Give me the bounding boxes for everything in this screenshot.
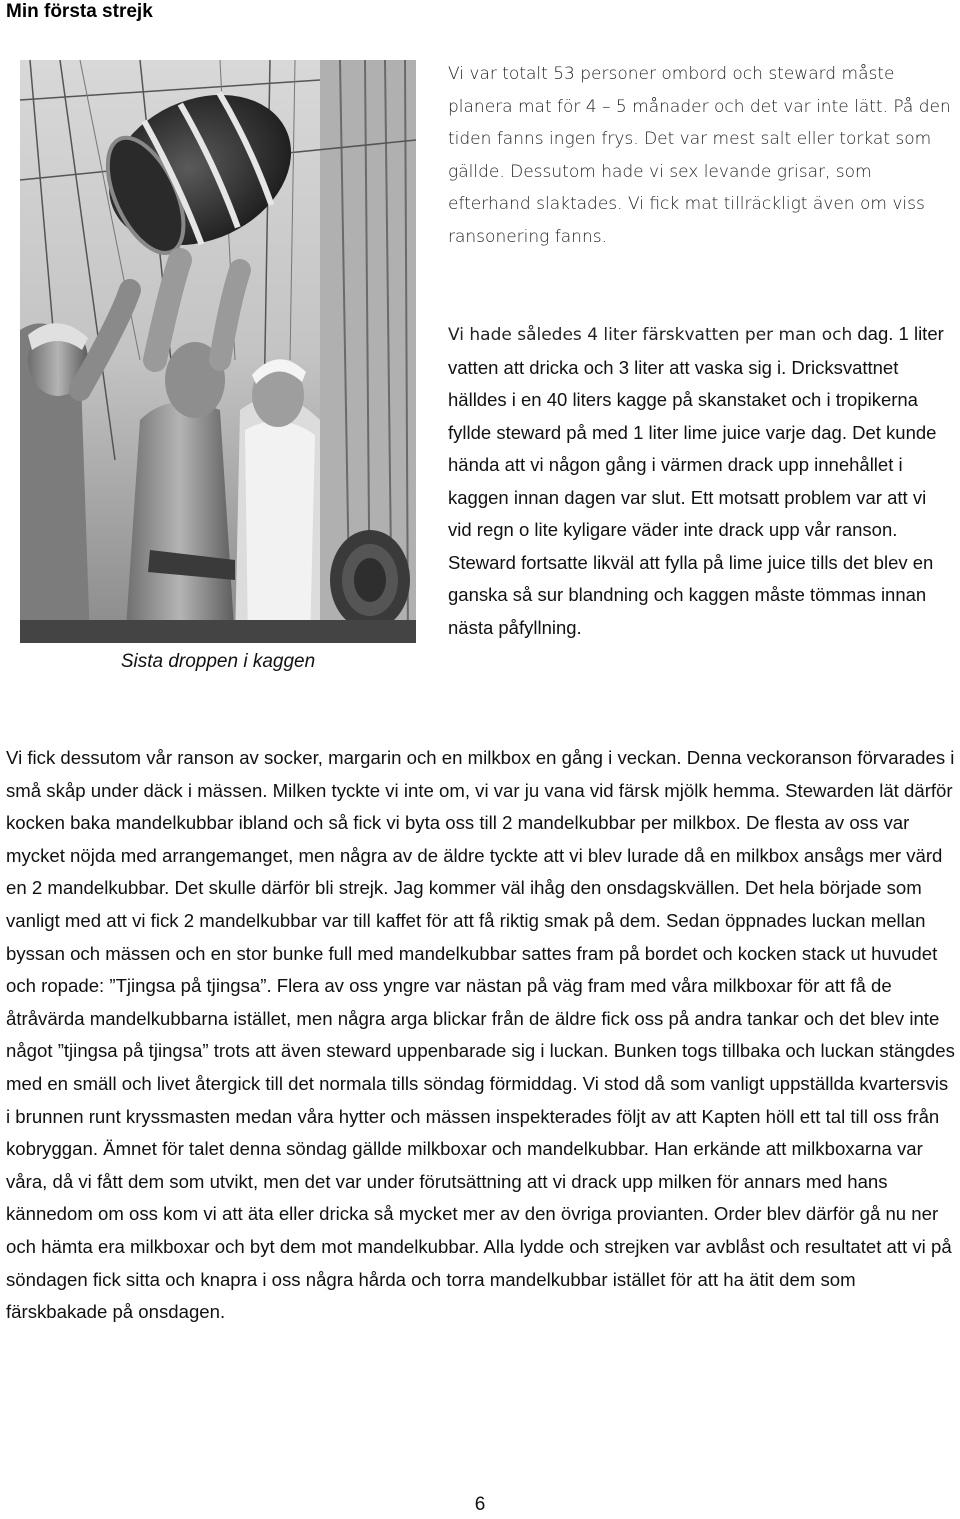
photo-illustration — [20, 60, 416, 643]
page-title: Min första strejk — [6, 1, 153, 22]
photo-sailors-drinking-from-barrel — [20, 60, 416, 643]
intro-paragraph: Vi var totalt 53 personer ombord och steward måste planera mat för 4 – 5 månader och det var inte lätt. På den tiden fanns ingen frys. Det var mest salt eller torkat som gällde. Dessutom hade vi sex levande grisar, som efterhand slaktades. Vi fick mat tillräckligt även om viss ransonering fanns. — [448, 64, 951, 247]
strike-story-paragraph: Vi fick dessutom vår ranson av socker, margarin och en milkbox en gång i veckan. Denna veckoranson förvarades i små skåp under däck i mässen. Milken tyckte vi inte om, vi var ju vana vid färsk mjölk hemma. Stewarden lät därför kocken baka mandelkubbar ibland och så fick vi byta oss till 2 mandelkubbar per milkbox. De flesta av oss var mycket nöjda med arrangemanget, men några av de äldre tyckte att vi blev lurade då en milkbox ansågs mer värd en 2 mandelkubbar. Det skulle därför bli strejk. Jag kommer väl ihåg den onsdagskvällen. Det hela började som vanligt med att vi fick 2 mandelkubbar var till kaffet för att få riktig smak på dem. Sedan öppnades luckan mellan byssan och mässen och en stor bunke full med mandelkubbar sattes fram på bordet och kocken stack ut huvudet och ropade: ”Tjingsa på tjingsa”. Flera av oss yngre var nästan på väg fram med våra milkboxar för att få de åtråvärda mandelkubbarna istället, men några arga blickar från de äldre fick oss på andra tankar och det blev inte något ”tjingsa på tjingsa” trots att även steward uppenbarade sig i luckan. Bunken togs tillbaka och luckan stängdes med en smäll och livet återgick till det normala tills söndag förmiddag. Vi stod då som vanligt uppställda kvartersvis i brunnen runt kryssmasten medan våra hytter och mässen inspekterades följt av att Kapten höll ett tal till oss från kobryggan. Ämnet för talet denna söndag gällde milkboxar och mandelkubbar. Han erkände att milkboxarna var våra, då vi fått dem som utvikt, men det var under förutsättning att vi drack upp milken för annars med hans kännedom om oss kom vi att äta eller dricka så mycket mer av den övriga provianten. Order blev därför gå nu ner och hämta era milkboxar och byt dem mot mandelkubbar. Alla lydde och strejken var avblåst och resultatet att vi på söndagen fick sitta och knapra i oss några hårda och torra mandelkubbar istället för att ha ätit dem som färskbakade på onsdagen. — [6, 747, 955, 1323]
page-number: 6 — [474, 1494, 486, 1515]
water-ration-paragraph — [448, 318, 954, 644]
water-ration-lead: Vi hade således 4 liter färskvatten per man och — [448, 325, 853, 345]
figure-caption: Sista droppen i kaggen — [120, 651, 316, 672]
water-ration-rest: dag. 1 liter vatten att dricka och 3 liter att vaska sig i. Dricksvattnet hälldes i en 40 liters kagge på skanstaket och i tropikerna fyllde steward på med 1 liter lime juice varje dag. Det kunde hända att vi någon gång i värmen drack upp innehållet i kaggen innan dagen var slut. Ett motsatt problem var att vi vid regn o lite kyligare väder inte drack upp vår ranson. Steward fortsatte likväl att fylla på lime juice tills det blev en ganska så sur blandning och kaggen måste tömmas innan nästa påfyllning. — [448, 323, 944, 638]
main-body — [6, 742, 956, 1329]
